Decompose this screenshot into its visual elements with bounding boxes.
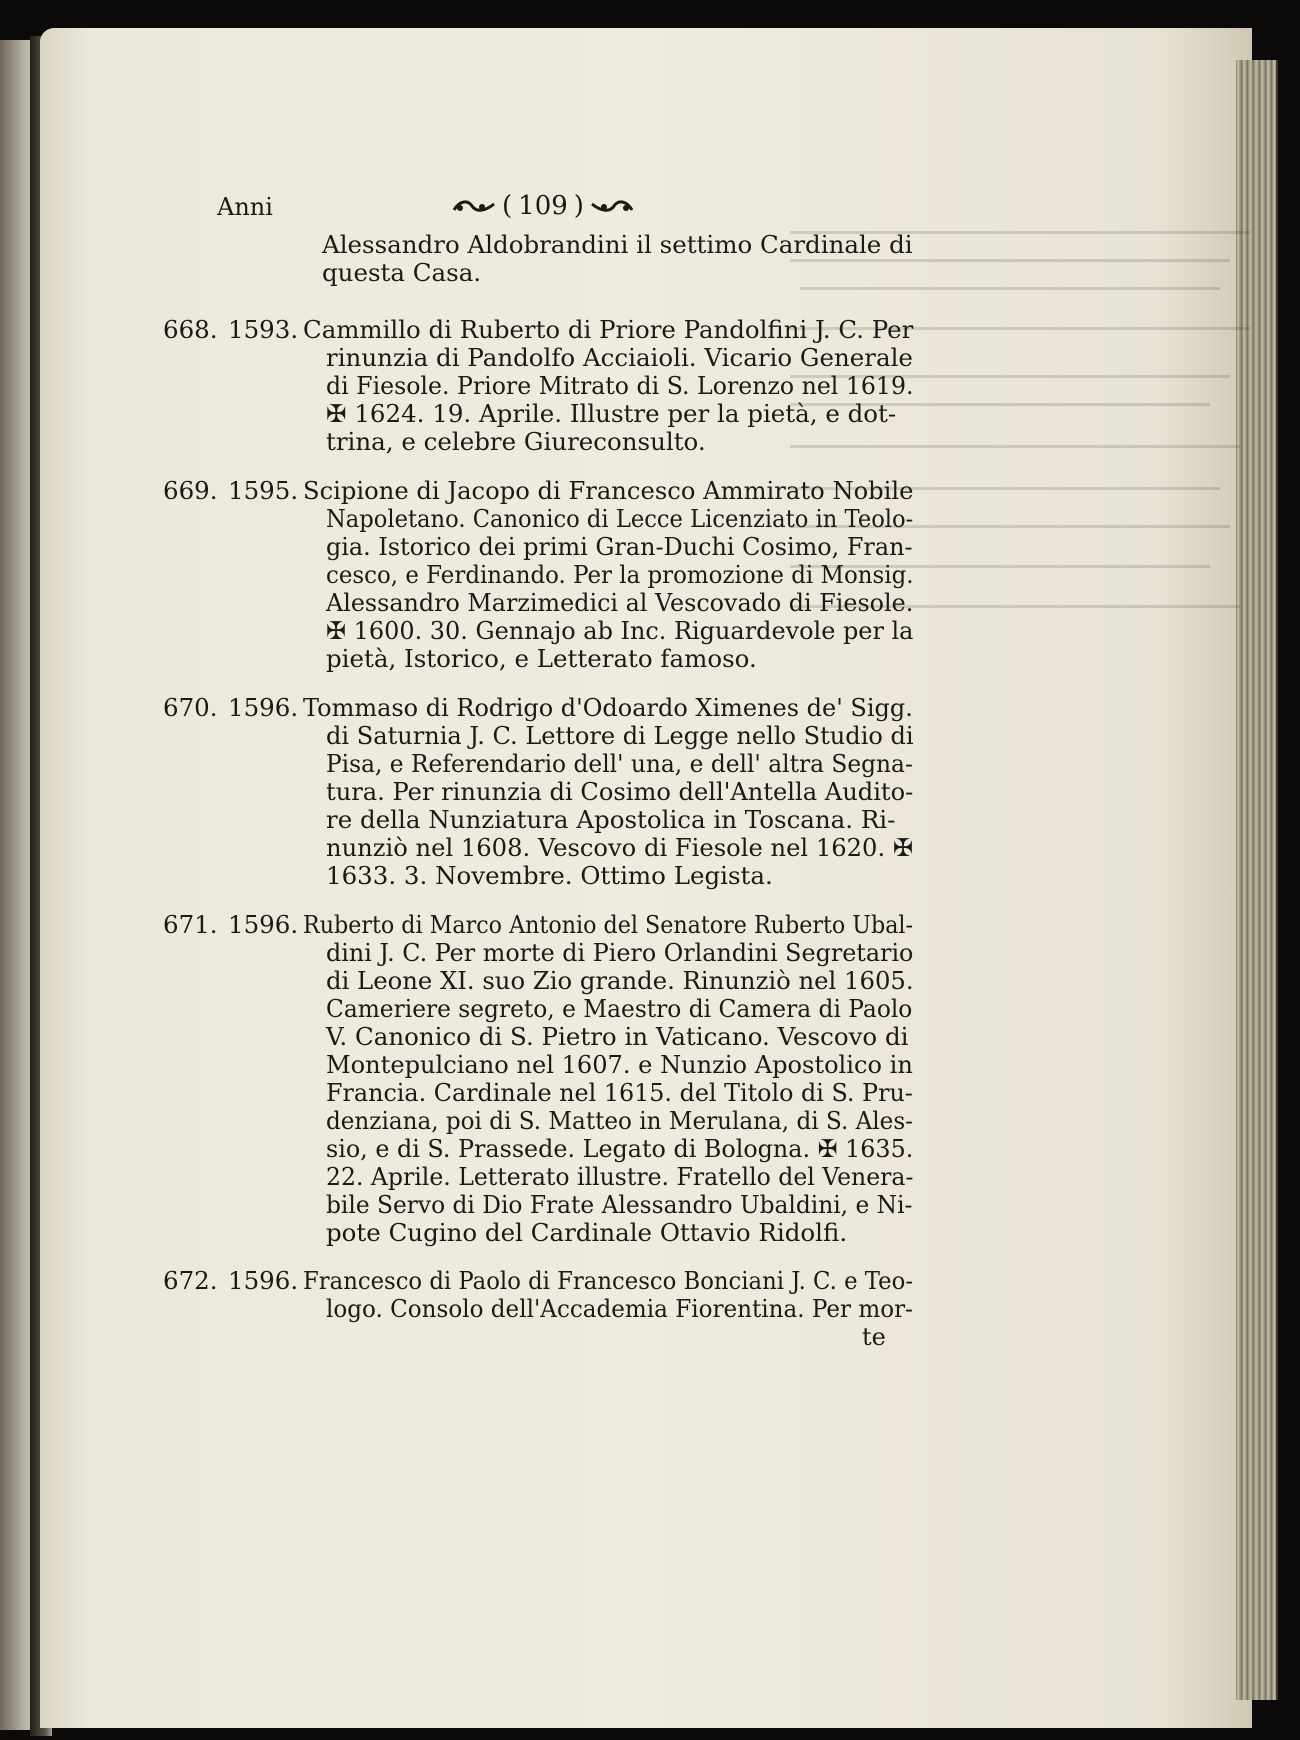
catchword: te xyxy=(862,1323,886,1351)
text-line: sio, e di S. Prassede. Legato di Bologna. ✠ 1635. xyxy=(326,1134,914,1163)
text-line: logo. Consolo dell'Accademia Fiorentina. Per mor- xyxy=(326,1294,913,1323)
text-line: di Fiesole. Priore Mitrato di S. Lorenzo nel 1619. xyxy=(326,371,914,400)
entry-year: 1596. xyxy=(228,693,299,722)
entry-number: 671. xyxy=(163,910,218,939)
entry-year: 1593. xyxy=(228,315,299,344)
text-line: 22. Aprile. Letterato illustre. Fratello del Venera- xyxy=(326,1162,914,1191)
text-line: nunziò nel 1608. Vescovo di Fiesole nel 1620. ✠ xyxy=(326,833,914,862)
entry-number: 672. xyxy=(163,1266,218,1295)
text-line: Scipione di Jacopo di Francesco Ammirato Nobile xyxy=(303,476,914,505)
text-line: di Saturnia J. C. Lettore di Legge nello Studio di xyxy=(326,721,914,750)
text-line: ✠ 1600. 30. Gennajo ab Inc. Riguardevole per la xyxy=(326,616,914,645)
entry-number: 668. xyxy=(163,315,218,344)
entry-year: 1596. xyxy=(228,910,299,939)
text-line: trina, e celebre Giureconsulto. xyxy=(326,427,706,456)
right-ornament-icon xyxy=(590,196,634,216)
page-number-block xyxy=(452,191,634,221)
text-line: Francesco di Paolo di Francesco Bonciani J. C. e Teo- xyxy=(303,1266,914,1295)
text-line: Pisa, e Referendario dell' una, e dell' altra Segna- xyxy=(326,749,913,778)
running-head: Anni xyxy=(217,193,273,221)
text-line: Cameriere segreto, e Maestro di Camera di Paolo xyxy=(326,994,913,1023)
entry-year: 1595. xyxy=(228,476,299,505)
entry-number: 670. xyxy=(163,693,218,722)
text-line: denziana, poi di S. Matteo in Merulana, di S. Ales- xyxy=(326,1106,913,1135)
text-line: Ruberto di Marco Antonio del Senatore Ruberto Ubal- xyxy=(303,910,914,939)
entry-year: 1596. xyxy=(228,1266,299,1295)
text-line: ✠ 1624. 19. Aprile. Illustre per la pietà, e dot- xyxy=(326,399,897,428)
text-line: pote Cugino del Cardinale Ottavio Ridolfi. xyxy=(326,1218,848,1247)
text-line: gia. Istorico dei primi Gran-Duchi Cosimo, Fran- xyxy=(326,532,913,561)
text-line: 1633. 3. Novembre. Ottimo Legista. xyxy=(326,861,773,890)
text-line: Francia. Cardinale nel 1615. del Titolo di S. Pru- xyxy=(326,1078,913,1107)
text-line: rinunzia di Pandolfo Acciaioli. Vicario Generale xyxy=(326,343,913,372)
paren-close: ) xyxy=(573,191,584,221)
text-line: Cammillo di Ruberto di Priore Pandolfini J. C. Per xyxy=(303,315,914,344)
text-line: di Leone XI. suo Zio grande. Rinunziò nel 1605. xyxy=(326,966,914,995)
paren-open: ( xyxy=(502,191,513,221)
text-line: tura. Per rinunzia di Cosimo dell'Antella Audito- xyxy=(326,777,914,806)
text-line: cesco, e Ferdinando. Per la promozione di Monsig. xyxy=(326,560,914,589)
text-line: Tommaso di Rodrigo d'Odoardo Ximenes de' Sigg. xyxy=(303,693,913,722)
text-line: Montepulciano nel 1607. e Nunzio Apostolico in xyxy=(326,1050,913,1079)
text-line: re della Nunziatura Apostolica in Toscana. Ri- xyxy=(326,805,896,834)
page-number: 109 xyxy=(518,191,568,221)
text-line: questa Casa. xyxy=(322,258,482,287)
text-line: Napoletano. Canonico di Lecce Licenziato in Teolo- xyxy=(326,504,914,533)
left-ornament-icon xyxy=(452,196,496,216)
text-line: Alessandro Marzimedici al Vescovado di Fiesole. xyxy=(326,588,914,617)
text-line: dini J. C. Per morte di Piero Orlandini Segretario xyxy=(326,938,914,967)
entry-number: 669. xyxy=(163,476,218,505)
text-line: V. Canonico di S. Pietro in Vaticano. Vescovo di xyxy=(326,1022,909,1051)
text-line: Alessandro Aldobrandini il settimo Cardinale di xyxy=(322,230,913,259)
text-line: pietà, Istorico, e Letterato famoso. xyxy=(326,644,757,673)
text-line: bile Servo di Dio Frate Alessandro Ubaldini, e Ni- xyxy=(326,1190,913,1219)
